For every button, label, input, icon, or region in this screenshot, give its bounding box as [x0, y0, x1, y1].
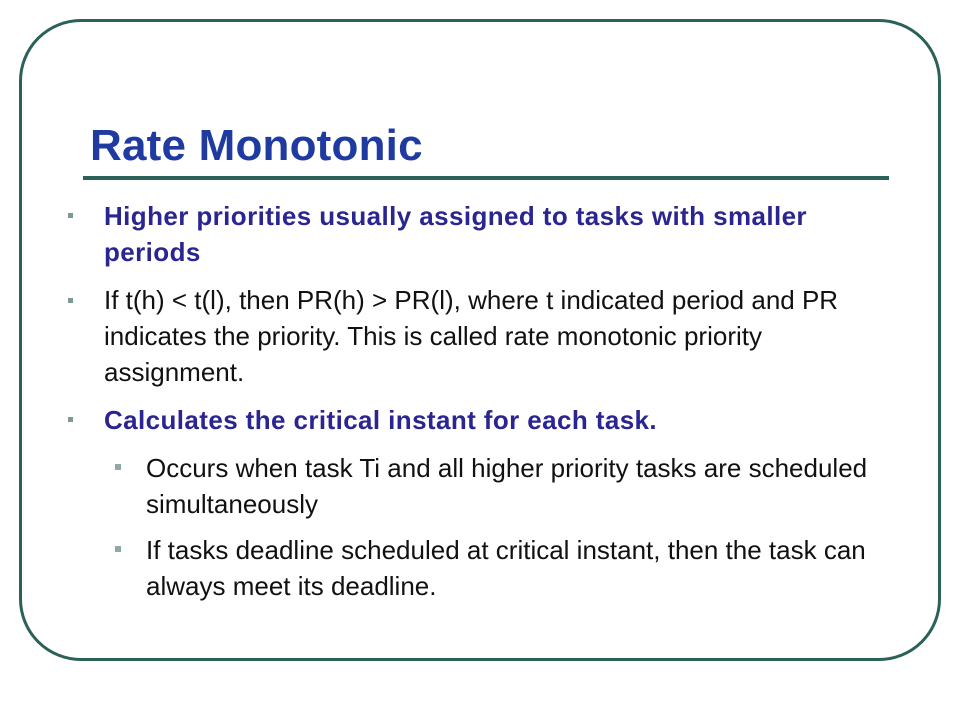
bullet-critical-instant: [62, 402, 892, 438]
square-bullet-icon: [68, 213, 73, 218]
square-bullet-icon: [115, 546, 121, 552]
square-bullet-icon: [68, 417, 73, 422]
bullet-rate-monotonic-assignment: [62, 282, 892, 390]
bullet-text: Higher priorities usually assigned to tasks with smaller periods: [104, 201, 807, 267]
slide-title: Rate Monotonic: [90, 121, 423, 170]
bullet-text: Calculates the critical instant for each task.: [104, 405, 658, 435]
title-underline: [83, 176, 889, 180]
sub-bullet-text: If tasks deadline scheduled at critical instant, then the task can always meet its deadline.: [146, 535, 866, 601]
bullet-higher-priorities: [62, 198, 892, 270]
square-bullet-icon: [115, 464, 121, 470]
sub-bullet-deadline: [62, 532, 892, 604]
square-bullet-icon: [68, 298, 73, 303]
bullet-text: If t(h) < t(l), then PR(h) > PR(l), where t indicated period and PR indicates the priority. This is called rate monotonic priority assignment.: [104, 285, 839, 387]
sub-bullet-occurs-when: [62, 450, 892, 522]
sub-bullet-text: Occurs when task Ti and all higher priority tasks are scheduled simultaneously: [146, 453, 868, 519]
slide-body: [62, 198, 892, 614]
